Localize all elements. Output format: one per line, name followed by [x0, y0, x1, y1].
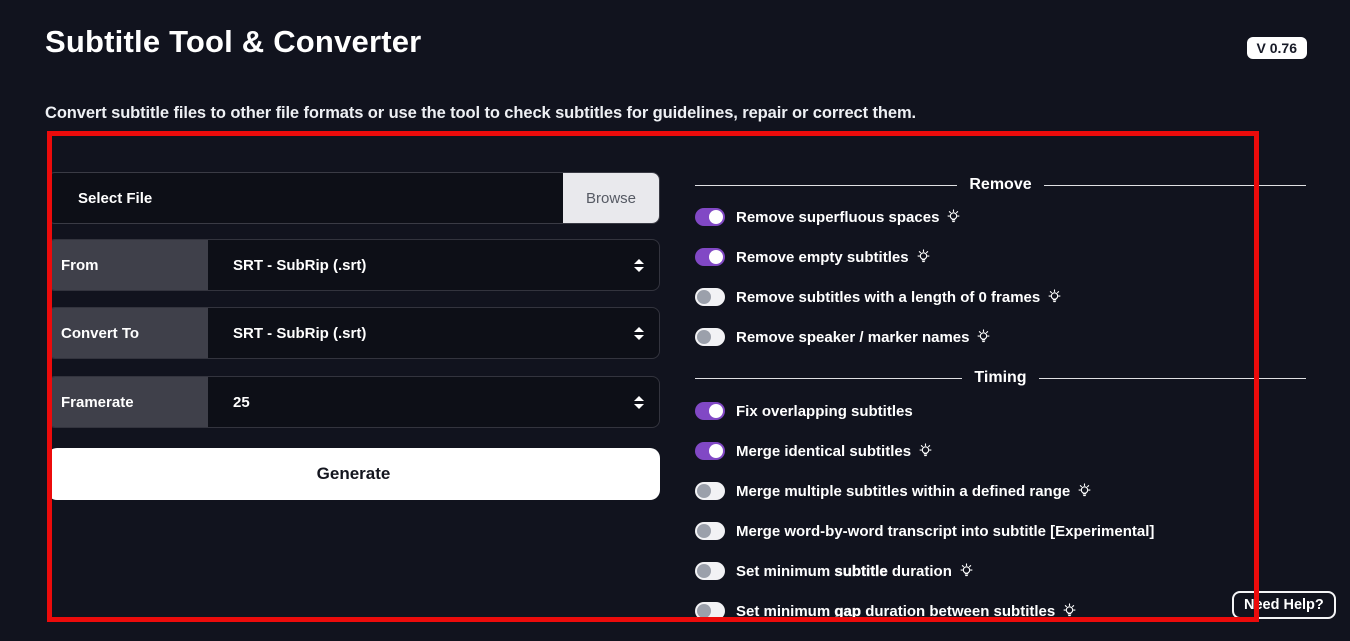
toggle-label: Set minimum subtitle duration	[736, 562, 952, 580]
toggle-label: Remove subtitles with a length of 0 frames	[736, 288, 1041, 306]
toggle-label: Remove superfluous spaces	[736, 208, 940, 226]
file-input-label: Select File	[78, 189, 153, 207]
select-framerate-label: Framerate	[48, 377, 208, 427]
toggle-knob	[697, 290, 711, 304]
toggle-label: Merge identical subtitles	[736, 442, 912, 460]
toggle-row	[695, 599, 1077, 623]
browse-button[interactable]: Browse	[563, 173, 659, 223]
toggle-remove-speaker-marker-names[interactable]	[695, 328, 725, 346]
toggle-row	[695, 285, 1062, 309]
generate-button[interactable]: Generate	[47, 448, 660, 500]
need-help-button[interactable]: Need Help?	[1232, 591, 1336, 619]
select-convert-to[interactable]	[47, 307, 660, 359]
divider-line	[1044, 185, 1306, 186]
toggle-knob	[697, 524, 711, 538]
select-arrows-icon	[634, 396, 644, 409]
toggle-knob	[697, 330, 711, 344]
divider-line	[1039, 378, 1306, 379]
toggle-remove-zero-frame-subtitles[interactable]	[695, 288, 725, 306]
divider-line	[695, 378, 962, 379]
divider-line	[695, 185, 957, 186]
toggle-merge-identical-subtitles[interactable]	[695, 442, 725, 460]
section-divider-timing	[695, 369, 1306, 387]
section-divider-remove	[695, 176, 1306, 194]
toggle-row	[695, 399, 913, 423]
toggle-label: Fix overlapping subtitles	[736, 402, 913, 420]
toggle-set-minimum-gap-duration[interactable]	[695, 602, 725, 620]
hint-lightbulb-icon	[946, 209, 961, 224]
toggle-knob	[709, 250, 723, 264]
section-title-timing: Timing	[974, 369, 1027, 386]
toggle-knob	[697, 484, 711, 498]
toggle-knob	[709, 210, 723, 224]
toggle-row	[695, 245, 931, 269]
select-framerate[interactable]	[47, 376, 660, 428]
toggle-row	[695, 519, 1154, 543]
toggle-label: Remove speaker / marker names	[736, 328, 970, 346]
toggle-label: Merge multiple subtitles within a defined range	[736, 482, 1071, 500]
toggle-row	[695, 325, 991, 349]
hint-lightbulb-icon	[916, 249, 931, 264]
toggle-row	[695, 439, 933, 463]
file-input[interactable]	[47, 172, 660, 224]
page-title: Subtitle Tool & Converter	[45, 24, 422, 59]
select-convert-to-value: SRT - SubRip (.srt)	[233, 324, 367, 342]
toggle-remove-superfluous-spaces[interactable]	[695, 208, 725, 226]
select-convert-to-label: Convert To	[48, 308, 208, 358]
toggle-knob	[709, 444, 723, 458]
hint-lightbulb-icon	[918, 443, 933, 458]
section-title-remove: Remove	[969, 176, 1032, 193]
hint-lightbulb-icon	[1047, 289, 1062, 304]
toggle-label: Set minimum gap duration between subtitles	[736, 602, 1056, 620]
toggle-row	[695, 479, 1092, 503]
toggle-row	[695, 205, 961, 229]
toggle-knob	[709, 404, 723, 418]
toggle-knob	[697, 604, 711, 618]
hint-lightbulb-icon	[1077, 483, 1092, 498]
toggle-row	[695, 559, 974, 583]
toggle-merge-word-by-word-transcript[interactable]	[695, 522, 725, 540]
toggle-fix-overlapping-subtitles[interactable]	[695, 402, 725, 420]
options-panel	[695, 0, 1306, 641]
select-arrows-icon	[634, 259, 644, 272]
page-description: Convert subtitle files to other file formats or use the tool to check subtitles for guidelines, repair or correct them.	[45, 104, 917, 122]
hint-lightbulb-icon	[1062, 603, 1077, 618]
select-from[interactable]	[47, 239, 660, 291]
select-from-value: SRT - SubRip (.srt)	[233, 256, 367, 274]
toggle-knob	[697, 564, 711, 578]
select-framerate-value: 25	[233, 393, 250, 411]
toggle-set-minimum-subtitle-duration[interactable]	[695, 562, 725, 580]
select-arrows-icon	[634, 327, 644, 340]
toggle-merge-multiple-subtitles-range[interactable]	[695, 482, 725, 500]
toggle-label: Merge word-by-word transcript into subtitle [Experimental]	[736, 522, 1155, 540]
hint-lightbulb-icon	[959, 563, 974, 578]
toggle-remove-empty-subtitles[interactable]	[695, 248, 725, 266]
select-from-label: From	[48, 240, 208, 290]
hint-lightbulb-icon	[976, 329, 991, 344]
version-badge: V 0.76	[1247, 37, 1307, 59]
toggle-label: Remove empty subtitles	[736, 248, 909, 266]
